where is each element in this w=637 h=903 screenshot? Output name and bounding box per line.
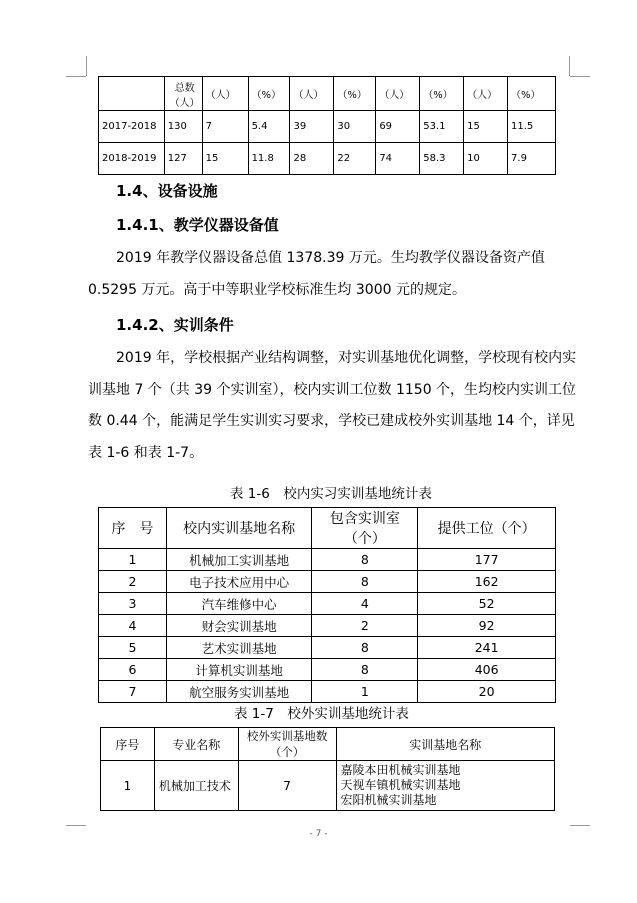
table-cell: 15 [202,143,248,175]
table-cell: 2017-2018 [99,111,165,143]
table-cell: 汽车维修中心 [166,593,312,615]
table-cell: 6 [99,659,167,681]
crop-mark-bottom-left-h [66,825,86,826]
table-cell: （%） [334,77,376,111]
table-row [99,143,556,175]
table-cell: 22 [334,143,376,175]
table-cell: 241 [418,637,556,659]
base-name: 嘉陵本田机械实训基地 [340,763,461,777]
table-row [99,637,556,659]
table-cell: 5 [99,637,167,659]
table-cell: 7 [202,111,248,143]
table-cell: 30 [334,111,376,143]
paragraph-equipment-value [88,243,578,306]
table-cell: 53.1 [420,111,464,143]
table-cell: 28 [290,143,334,175]
table-cell: 127 [164,143,202,175]
table-row [99,111,556,143]
table-cell: 11.5 [508,111,556,143]
table-header-cell: 校外实训基地数（个） [238,728,336,761]
table-header-cell: 序 号 [99,508,167,549]
table-header-row [101,728,555,761]
table-cell: 74 [376,143,420,175]
table-cell: 8 [312,571,418,593]
table-cell: 3 [99,593,167,615]
table-cell: 92 [418,615,556,637]
table-cell: 130 [164,111,202,143]
table-1-6 [98,507,556,703]
crop-mark-top-right-h [570,76,590,77]
table-cell: 7 [238,761,336,811]
table-header-row [99,508,556,549]
table-cell: （%） [420,77,464,111]
crop-mark-top-right-v [569,56,570,76]
table-cell: 52 [418,593,556,615]
table-cell: 1 [99,549,167,571]
table-header-row [99,77,556,111]
table-cell: 8 [312,637,418,659]
table-cell: 15 [464,111,508,143]
table-header-cell: 包含实训室（个） [312,508,418,549]
table-cell: 8 [312,549,418,571]
table-cell: 4 [99,615,167,637]
table-cell: 406 [418,659,556,681]
table-header-cell: 提供工位（个） [418,508,556,549]
base-name: 天视车镇机械实训基地 [340,778,461,792]
heading-1-4: 1.4、设备设施 [116,182,218,200]
table-cell: 10 [464,143,508,175]
table-header-cell: 专业名称 [154,728,238,761]
table-cell: （人） [202,77,248,111]
table-cell: 总数（人） [164,77,202,111]
base-name: 宏阳机械实训基地 [340,793,437,807]
table-header-cell: 校内实训基地名称 [166,508,312,549]
table-row [99,615,556,637]
page-number: - 7 - [309,829,328,839]
table-cell: 7 [99,681,167,703]
table-row [99,681,556,703]
table-cell: （人） [464,77,508,111]
table-1-7 [100,727,555,811]
table-cell: 航空服务实训基地 [166,681,312,703]
table-cell: 2018-2019 [99,143,165,175]
heading-1-4-1: 1.4.1、教学仪器设备值 [116,216,279,234]
table-cell [99,77,165,111]
table-row [99,659,556,681]
table-student-stats [98,76,556,175]
table-1-7-caption: 表 1-7 校外实训基地统计表 [234,706,409,722]
table-cell: 177 [418,549,556,571]
table-cell: 1 [101,761,155,811]
table-row [99,549,556,571]
table-cell: 11.8 [248,143,290,175]
table-cell: （人） [376,77,420,111]
paragraph-text: 2019 年教学仪器设备总值 1378.39 万元。生均教学仪器设备资产值 0.5295 万元。高于中等职业学校标准生均 3000 元的规定。 [88,250,545,298]
table-cell: 39 [290,111,334,143]
table-cell: 财会实训基地 [166,615,312,637]
table-cell: 机械加工技术 [154,761,238,811]
table-cell: 69 [376,111,420,143]
table-cell [336,761,554,811]
table-cell: 162 [418,571,556,593]
table-cell: 5.4 [248,111,290,143]
table-row [99,593,556,615]
table-cell: 计算机实训基地 [166,659,312,681]
table-cell: 机械加工实训基地 [166,549,312,571]
table-row [99,571,556,593]
table-header-cell: 序号 [101,728,155,761]
table-cell: （%） [508,77,556,111]
table-cell: 电子技术应用中心 [166,571,312,593]
table-cell: 58.3 [420,143,464,175]
table-cell: 2 [312,615,418,637]
table-cell: 20 [418,681,556,703]
table-cell: 艺术实训基地 [166,637,312,659]
table-cell: 7.9 [508,143,556,175]
table-cell: （%） [248,77,290,111]
table-1-6-caption: 表 1-6 校内实习实训基地统计表 [230,486,432,502]
table-header-cell: 实训基地名称 [336,728,554,761]
crop-mark-top-left-h [66,76,86,77]
table-cell: （人） [290,77,334,111]
table-cell: 2 [99,571,167,593]
paragraph-training-conditions [88,343,578,469]
table-cell: 8 [312,659,418,681]
table-row [101,761,555,811]
heading-1-4-2: 1.4.2、实训条件 [116,316,234,334]
paragraph-text: 2019 年，学校根据产业结构调整，对实训基地优化调整，学校现有校内实训基地 7 个（共 39 个实训室），校内实训工位数 1150 个，生均校内实训工位数 0.44 个，能满足学生实训实习要求，学校已建成校外实训基地 14 个，详见表 1-6 和表 1-7。 [88,350,577,461]
table-cell: 1 [312,681,418,703]
crop-mark-top-left-v [86,56,87,76]
crop-mark-bottom-right-h [570,825,590,826]
table-cell: 4 [312,593,418,615]
